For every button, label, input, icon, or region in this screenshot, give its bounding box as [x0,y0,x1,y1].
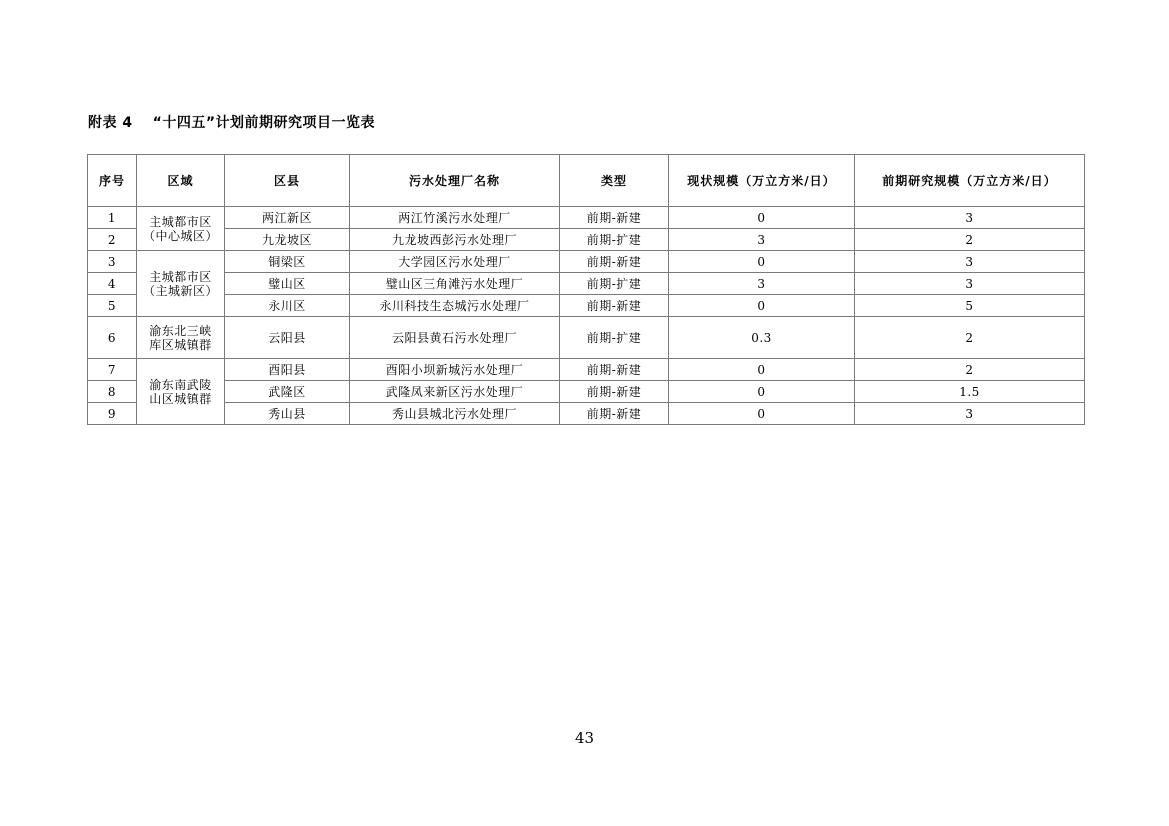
table-row [88,359,1085,381]
header-plant: 污水处理厂名称 [350,155,560,207]
cell-plant: 云阳县黄石污水处理厂 [350,317,560,359]
cell-current: 0 [669,403,855,425]
cell-seq: 5 [88,295,137,317]
cell-type: 前期-扩建 [560,273,669,295]
cell-district: 云阳县 [225,317,350,359]
cell-region [137,207,225,251]
cell-plant: 大学园区污水处理厂 [350,251,560,273]
region-line-1: 渝东南武陵 [149,377,212,392]
cell-plant: 璧山区三角滩污水处理厂 [350,273,560,295]
cell-seq: 1 [88,207,137,229]
cell-type: 前期-新建 [560,207,669,229]
region-line-1: 渝东北三峡 [149,323,212,338]
cell-planned: 5 [855,295,1085,317]
cell-district: 酉阳县 [225,359,350,381]
table-row [88,403,1085,425]
cell-district: 铜梁区 [225,251,350,273]
cell-planned: 3 [855,273,1085,295]
cell-seq: 8 [88,381,137,403]
title-prefix: 附表 4 [88,115,133,131]
cell-seq: 4 [88,273,137,295]
region-line-2: 库区城镇群 [149,337,212,352]
cell-current: 0 [669,381,855,403]
cell-plant: 秀山县城北污水处理厂 [350,403,560,425]
cell-type: 前期-新建 [560,381,669,403]
cell-current: 0.3 [669,317,855,359]
cell-type: 前期-新建 [560,359,669,381]
cell-current: 3 [669,273,855,295]
title-text: “十四五”计划前期研究项目一览表 [152,115,376,131]
table-title [88,112,375,132]
cell-district: 永川区 [225,295,350,317]
cell-district: 两江新区 [225,207,350,229]
cell-current: 3 [669,229,855,251]
cell-planned: 2 [855,229,1085,251]
cell-planned: 2 [855,317,1085,359]
cell-plant: 九龙坡西彭污水处理厂 [350,229,560,251]
cell-planned: 3 [855,403,1085,425]
header-seq: 序号 [88,155,137,207]
region-line-2: 山区城镇群 [149,391,212,406]
cell-planned: 3 [855,251,1085,273]
project-table [87,154,1085,425]
cell-planned: 1.5 [855,381,1085,403]
cell-current: 0 [669,251,855,273]
table-row [88,381,1085,403]
table-row [88,295,1085,317]
header-row [88,155,1085,207]
cell-planned: 2 [855,359,1085,381]
header-current: 现状规模（万立方米/日） [669,155,855,207]
cell-type: 前期-新建 [560,251,669,273]
cell-district: 九龙坡区 [225,229,350,251]
cell-seq: 3 [88,251,137,273]
table-row [88,317,1085,359]
header-type: 类型 [560,155,669,207]
page-number: 43 [574,729,595,747]
cell-type: 前期-新建 [560,295,669,317]
cell-region [137,251,225,317]
table-row [88,207,1085,229]
region-line-1: 主城都市区 [149,269,212,284]
header-planned: 前期研究规模（万立方米/日） [855,155,1085,207]
region-line-2: （主城新区） [142,283,218,298]
cell-plant: 酉阳小坝新城污水处理厂 [350,359,560,381]
cell-district: 璧山区 [225,273,350,295]
cell-region [137,359,225,425]
cell-plant: 武隆凤来新区污水处理厂 [350,381,560,403]
cell-current: 0 [669,295,855,317]
region-line-1: 主城都市区 [149,214,212,229]
cell-planned: 3 [855,207,1085,229]
cell-region [137,317,225,359]
cell-current: 0 [669,359,855,381]
cell-seq: 6 [88,317,137,359]
cell-plant: 两江竹溪污水处理厂 [350,207,560,229]
header-region: 区域 [137,155,225,207]
cell-current: 0 [669,207,855,229]
cell-seq: 2 [88,229,137,251]
region-line-2: （中心城区） [142,228,218,243]
cell-district: 秀山县 [225,403,350,425]
cell-type: 前期-扩建 [560,317,669,359]
table-row [88,229,1085,251]
header-district: 区县 [225,155,350,207]
cell-type: 前期-扩建 [560,229,669,251]
cell-seq: 9 [88,403,137,425]
cell-plant: 永川科技生态城污水处理厂 [350,295,560,317]
table-row [88,251,1085,273]
cell-seq: 7 [88,359,137,381]
table-row [88,273,1085,295]
cell-type: 前期-新建 [560,403,669,425]
cell-district: 武隆区 [225,381,350,403]
